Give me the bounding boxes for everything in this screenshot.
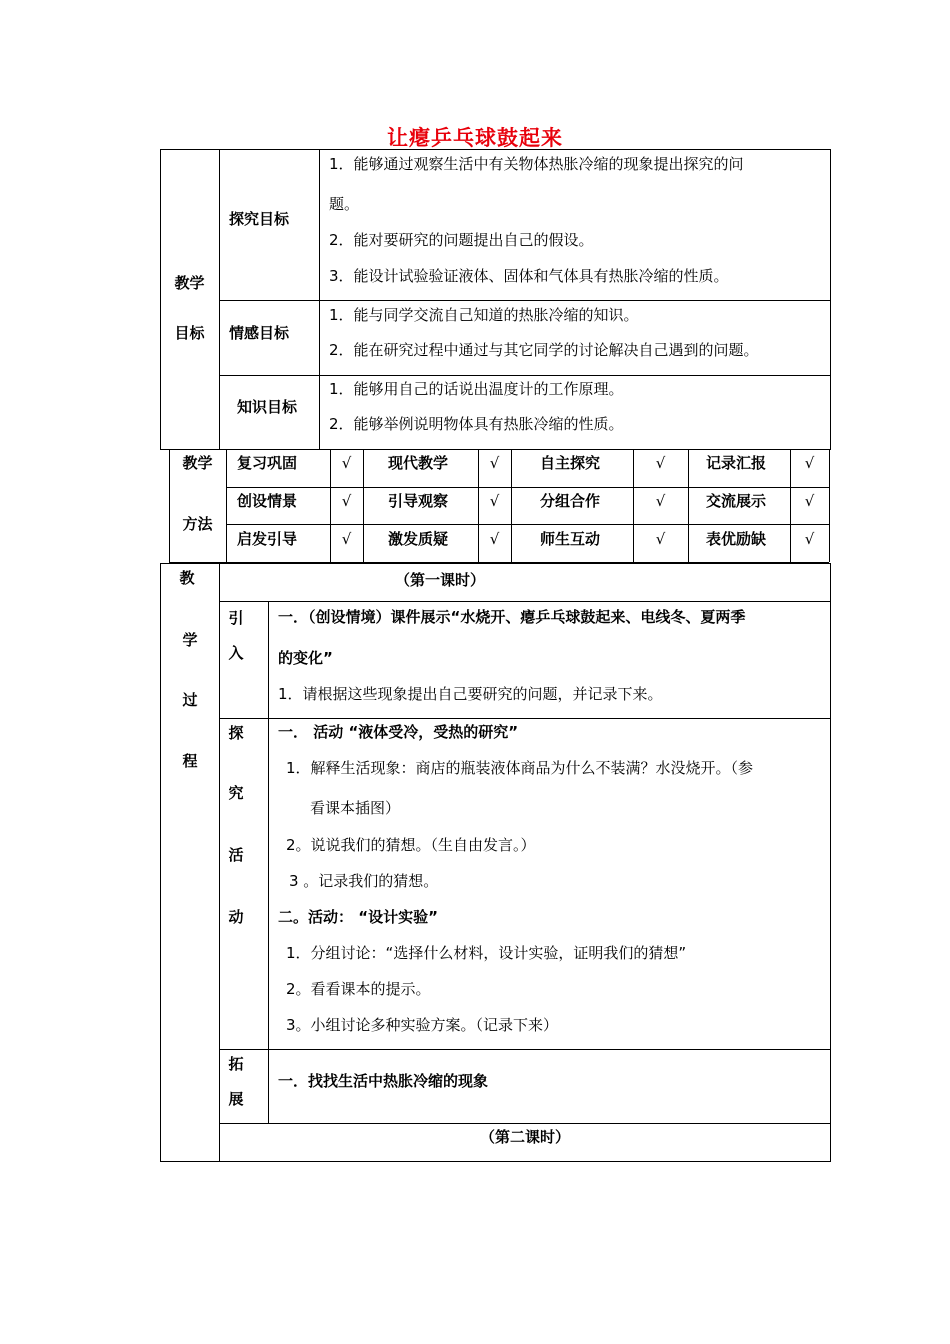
explore-goal-item: 题。	[329, 195, 360, 213]
intro-line: 一．（创设情境）课件展示“水烧开、瘪乒乓球鼓起来、电线冬、夏两季	[278, 608, 746, 626]
knowledge-goal-item: 2．能够举例说明物体具有热胀冷缩的性质。	[329, 415, 624, 433]
method-name: 激发质疑	[388, 530, 449, 548]
extend-line: 一．找找生活中热胀冷缩的现象	[278, 1072, 489, 1090]
explore-line: 1．分组讨论：“选择什么材料，设计实验，证明我们的猜想”	[286, 944, 687, 962]
explore-line: 看课本插图）	[310, 799, 401, 817]
knowledge-goal-item: 1．能够用自己的话说出温度计的工作原理。	[329, 380, 624, 398]
intro-label-char: 引	[228, 609, 244, 627]
process-label-char: 教	[179, 569, 195, 587]
explore-label-char: 活	[228, 846, 244, 864]
method-name: 创设情景	[237, 492, 298, 510]
checkmark: √	[655, 454, 666, 472]
knowledge-goal-label: 知识目标	[237, 398, 298, 416]
lesson2-heading: （第二课时）	[480, 1128, 571, 1146]
explore-goal-item: 1．能够通过观察生活中有关物体热胀冷缩的现象提出探究的问	[329, 155, 744, 173]
explore-label-char: 探	[228, 724, 244, 742]
explore-line: 2。说说我们的猜想。（生自由发言。）	[286, 836, 536, 854]
explore-label-char: 究	[228, 784, 244, 802]
process-label-char: 程	[182, 752, 198, 770]
lesson1-heading: （第一课时）	[395, 571, 486, 589]
emotion-goal-label: 情感目标	[229, 324, 290, 342]
explore-goal-item: 3．能设计试验验证液体、固体和气体具有热胀冷缩的性质。	[329, 267, 729, 285]
intro-label-char: 入	[228, 644, 244, 662]
extend-label-char: 展	[228, 1090, 244, 1108]
checkmark: √	[341, 492, 352, 510]
extend-label-char: 拓	[228, 1055, 244, 1073]
explore-line: 2。看看课本的提示。	[286, 980, 431, 998]
checkmark: √	[341, 530, 352, 548]
emotion-goal-item: 2．能在研究过程中通过与其它同学的讨论解决自己遇到的问题。	[329, 341, 759, 359]
checkmark: √	[804, 492, 815, 510]
explore-goal-label: 探究目标	[229, 210, 290, 228]
explore-label-char: 动	[228, 908, 244, 926]
checkmark: √	[489, 492, 500, 510]
methods-label-line2: 方法	[182, 515, 213, 533]
explore-line: 二。活动： “设计实验”	[278, 908, 438, 926]
goals-label-line2: 目标	[174, 324, 205, 342]
method-name: 引导观察	[388, 492, 449, 510]
emotion-goal-item: 1．能与同学交流自己知道的热胀冷缩的知识。	[329, 306, 639, 324]
explore-line: 1．解释生活现象：商店的瓶装液体商品为什么不装满？水没烧开。（参	[286, 759, 754, 777]
checkmark: √	[341, 454, 352, 472]
checkmark: √	[489, 454, 500, 472]
process-label-char: 过	[182, 691, 198, 709]
checkmark: √	[804, 454, 815, 472]
goals-label-line1: 教学	[174, 274, 205, 292]
checkmark: √	[804, 530, 815, 548]
method-name: 启发引导	[237, 530, 298, 548]
explore-line: 3。小组讨论多种实验方案。（记录下来）	[286, 1016, 559, 1034]
document-title: 让瘪乒乓球鼓起来	[387, 126, 563, 150]
checkmark: √	[655, 492, 666, 510]
checkmark: √	[489, 530, 500, 548]
methods-label-line1: 教学	[182, 454, 213, 472]
method-name: 自主探究	[540, 454, 601, 472]
method-name: 现代教学	[388, 454, 449, 472]
process-label-char: 学	[182, 631, 198, 649]
method-name: 表优励缺	[706, 530, 767, 548]
method-name: 复习巩固	[237, 454, 298, 472]
method-name: 记录汇报	[706, 454, 767, 472]
intro-line: 1．请根据这些现象提出自己要研究的问题，并记录下来。	[278, 685, 663, 703]
method-name: 师生互动	[540, 530, 601, 548]
explore-line: 一． 活动 “液体受冷，受热的研究”	[278, 723, 519, 741]
intro-line: 的变化”	[278, 649, 333, 667]
method-name: 交流展示	[706, 492, 767, 510]
method-name: 分组合作	[540, 492, 601, 510]
checkmark: √	[655, 530, 666, 548]
explore-line: 3 。记录我们的猜想。	[289, 872, 439, 890]
explore-goal-item: 2．能对要研究的问题提出自己的假设。	[329, 231, 594, 249]
